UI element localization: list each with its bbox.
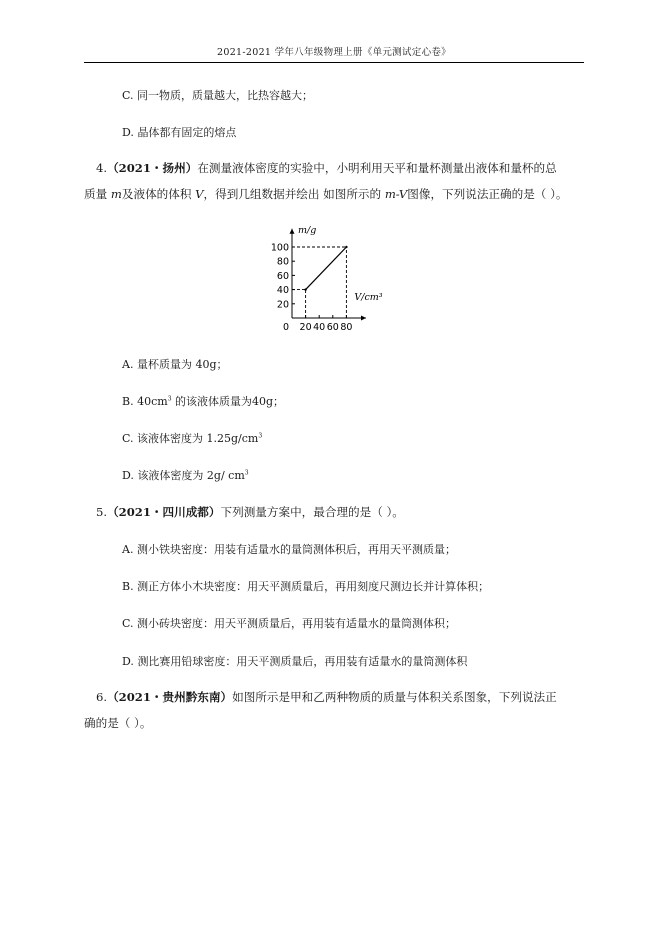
- option-text: 测小砖块密度：用天平测质量后，再用装有适量水的量筒测体积；: [137, 617, 457, 630]
- q4-option-d: [122, 467, 249, 483]
- question-6-line1: [96, 689, 557, 705]
- question-text: 及液体的体积: [121, 187, 192, 201]
- option-letter: B.: [122, 580, 134, 593]
- question-text: ，得到几组数据并绘出 如图所示的: [203, 187, 382, 201]
- x-tick-label: 20: [299, 322, 312, 332]
- option-letter: C.: [122, 89, 134, 102]
- y-tick-label: 60: [276, 270, 289, 282]
- y-axis-arrow: [290, 229, 295, 234]
- option-text: 该液体密度为 2g/ cm: [137, 469, 245, 482]
- question-text: 图像，下列说法正确的是（ ）。: [407, 187, 568, 201]
- option-text: 测正方体小木块密度：用天平测质量后，再用刻度尺测边长并计算体积；: [137, 580, 490, 593]
- y-axis-label: m/g: [298, 225, 317, 236]
- data-line: [306, 247, 347, 290]
- q4-option-c: [122, 430, 262, 446]
- option-text-tail: 的该液体质量为40g；: [171, 395, 285, 408]
- x-tick-label: 40: [313, 322, 326, 332]
- question-4-line1: [96, 160, 557, 176]
- q5-option-c: [122, 615, 456, 631]
- q4-option-b: [122, 393, 284, 409]
- q5-option-a: [122, 541, 456, 557]
- question-text: 下列测量方案中，最合理的是（ ）。: [220, 505, 404, 519]
- question-text: 在测量液体密度的实验中，小明利用天平和量杯测量出液体和量杯的总: [197, 161, 557, 175]
- page-header: 2021-2021 学年八年级物理上册《单元测试定心卷》: [217, 47, 451, 58]
- option-text: 同一物质，质量越大，比热容越大；: [137, 89, 314, 102]
- question-text: 质量: [84, 187, 108, 201]
- superscript: 3: [167, 395, 172, 403]
- option-text: 该液体密度为 1.25g/cm: [137, 432, 259, 445]
- origin-label: 0: [282, 322, 289, 332]
- question-number: 4.: [96, 161, 108, 175]
- option-letter: D.: [122, 655, 134, 668]
- option-text: 40cm: [137, 395, 168, 408]
- superscript: 3: [244, 469, 249, 477]
- data-point-1: [345, 246, 347, 248]
- option-text: 测小铁块密度：用装有适量水的量筒测体积后，再用天平测质量；: [136, 543, 456, 556]
- option-letter: D.: [122, 126, 134, 139]
- y-tick-label: 80: [276, 256, 289, 268]
- y-tick-label: 40: [276, 285, 289, 297]
- option-letter: A.: [122, 543, 134, 556]
- option-letter: D.: [122, 469, 134, 482]
- y-tick-label: 20: [276, 299, 289, 311]
- option-text: 量杯质量为 40g；: [136, 358, 228, 371]
- q4-option-a: [122, 356, 228, 372]
- question-source-tag: （2021・四川成都）: [107, 505, 221, 519]
- option-text: 测比赛用铅球密度：用天平测质量后，再用装有适量水的量筒测体积: [137, 655, 468, 668]
- question-text: 确的是（ ）。: [84, 716, 152, 730]
- option-d-prev: [122, 124, 236, 140]
- option-letter: A.: [122, 358, 134, 371]
- option-c-prev: [122, 87, 313, 103]
- symbol-v: V: [195, 187, 204, 201]
- x-tick-label: 80: [340, 322, 353, 332]
- y-tick-label: 100: [270, 242, 289, 254]
- x-axis-arrow: [361, 316, 366, 321]
- question-source-tag: （2021・扬州）: [107, 161, 198, 175]
- x-tick-label: 60: [326, 322, 339, 332]
- symbol-mv: m-V: [384, 187, 408, 201]
- symbol-m: m: [110, 187, 122, 201]
- question-number: 5.: [96, 505, 108, 519]
- superscript: 3: [258, 432, 263, 440]
- data-point-0: [304, 288, 306, 290]
- option-text: 晶体都有固定的熔点: [137, 126, 237, 139]
- question-source-tag: （2021・贵州黔东南）: [107, 690, 233, 704]
- option-letter: B.: [122, 395, 134, 408]
- question-number: 6.: [96, 690, 108, 704]
- header-rule: [84, 62, 584, 63]
- question-text: 如图所示是甲和乙两种物质的质量与体积关系图象，下列说法正: [232, 690, 557, 704]
- question-4-line2: [84, 186, 567, 202]
- x-axis-label: V/cm³: [354, 292, 383, 303]
- q5-option-d: [122, 653, 467, 669]
- option-letter: C.: [122, 617, 134, 630]
- mv-chart: [270, 220, 440, 332]
- q5-option-b: [122, 578, 489, 594]
- question-6-line2: [84, 715, 151, 731]
- question-5: [96, 504, 404, 520]
- option-letter: C.: [122, 432, 134, 445]
